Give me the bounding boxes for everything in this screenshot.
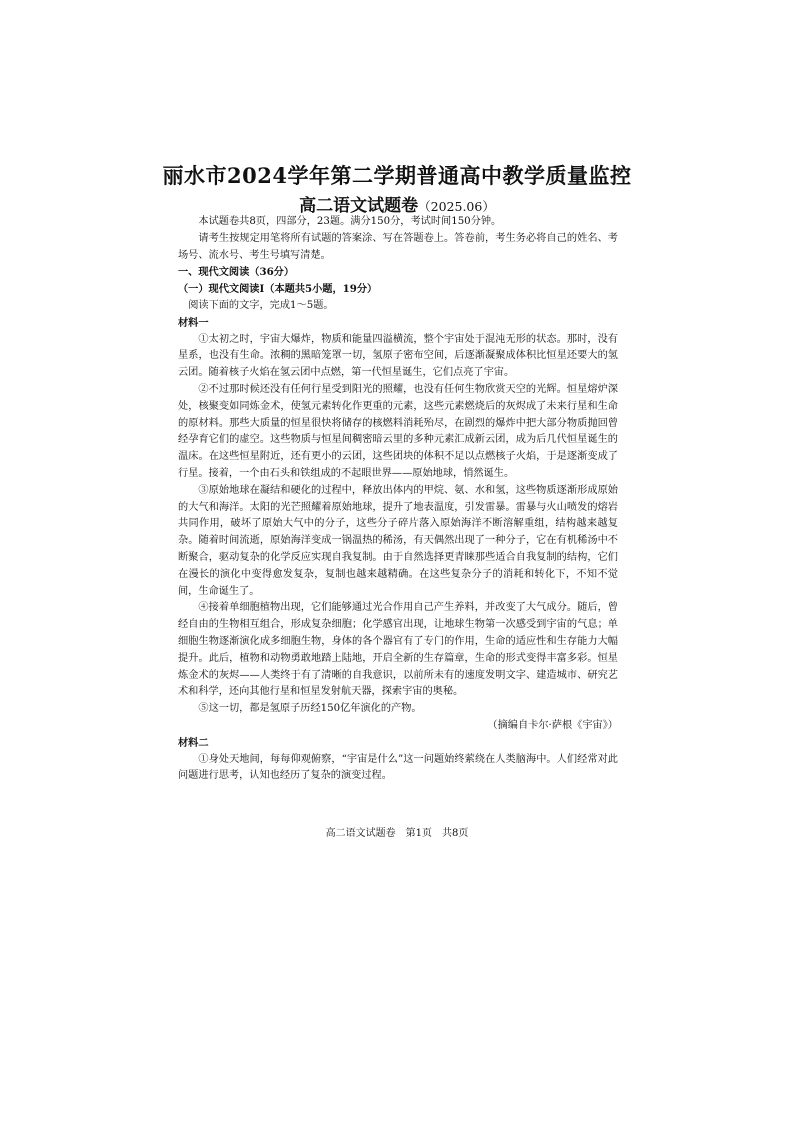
section-heading: 一、现代文阅读（36分） <box>178 266 295 279</box>
reading-prompt: 阅读下面的文字，完成1～5题。 <box>188 299 334 311</box>
exam-content <box>178 214 618 785</box>
page-footer: 高二语文试题卷 第1页 共8页 <box>325 828 469 839</box>
subsection-heading: （一）现代文阅读Ⅰ（本题共5小题，19分） <box>178 283 378 296</box>
instruction-line: 本试题卷共8页，四部分，23题。满分150分，考试时间150分钟。 <box>198 216 502 227</box>
paragraph: ⑤这一切，都是氢原子历经150亿年演化的产物。 <box>198 703 422 715</box>
material-label: 材料一 <box>178 316 209 329</box>
subtitle-text: 高二语文试题卷 <box>299 196 419 216</box>
paragraph: ①太初之时，宇宙大爆炸，物质和能量四溢横流，整个宇宙处于混沌无形的状态。那时，没有星系，也没有生命。浓稠的黑暗笼罩一切，氢原子密布空间，后逐渐凝聚成体积比恒星还要大的氢云团。随着核子火焰在氢云团中点燃，第一代恒星诞生，它们点亮了宇宙。 <box>178 333 618 379</box>
paragraph: ②不过那时候还没有任何行星受到阳光的照耀，也没有任何生物欣赏天空的光辉。恒星熔炉深处，核聚变如同炼金术，使氢元素转化作更重的元素，这些元素燃烧后的灰烬成了未来行星和生命的原材料。那些大质量的恒星很快将储存的核燃料消耗殆尽，在剧烈的爆炸中把大部分物质抛回曾经孕育它们的虚空。这些物质与恒星间稠密暗云里的多种元素汇成新云团，成为后几代恒星诞生的温床。在这些恒星附近，还有更小的云团，这些团块的体积不足以点燃核子火焰，于是逐渐变成了行星。接着，一个由石头和铁组成的不起眼世界——原始地球，悄然诞生。 <box>178 383 618 479</box>
source-citation: （摘编自卡尔·萨根《宇宙》） <box>487 719 618 731</box>
material-label: 材料二 <box>178 736 209 749</box>
exam-subtitle <box>0 191 794 216</box>
exam-date: （2025.06） <box>418 199 495 214</box>
paragraph: ③原始地球在凝结和硬化的过程中，释放出体内的甲烷、氨、水和氢，这些物质逐渐形成原始的大气和海洋。太阳的光芒照耀着原始地球，提升了地表温度，引发雷暴。雷暴与火山喷发的熔岩共同作用，破坏了原始大气中的分子，这些分子碎片落入原始海洋不断溶解重组，结构越来越复杂。随着时间流逝，原始海洋变成一锅温热的稀汤，有天偶然出现了一种分子，它在有机稀汤中不断聚合，驱动复杂的化学反应实现自我复制。由于自然选择更青睐那些适合自我复制的结构，它们在漫长的演化中变得愈发复杂，复制也越来越精确。在这些复杂分子的消耗和转化下，不知不觉间，生命诞生了。 <box>178 484 618 597</box>
exam-title: 丽水市2024学年第二学期普通高中教学质量监控 <box>162 163 632 188</box>
instruction-line: 请考生按规定用笔将所有试题的答案涂、写在答题卷上。答卷前，考生务必将自己的姓名、考场号、流水号、考生号填写清楚。 <box>178 232 618 261</box>
paragraph: ①身处天地间，每每仰观俯察，“宇宙是什么”这一问题始终萦绕在人类脑海中。人们经常对此问题进行思考，认知也经历了复杂的演变过程。 <box>178 753 618 782</box>
paragraph: ④接着单细胞植物出现，它们能够通过光合作用自己产生养料，并改变了大气成分。随后，曾经自由的生物相互组合，形成复杂细胞；化学感官出现，让地球生物第一次感受到宇宙的气息；单细胞生物逐渐演化成多细胞生物，身体的各个器官有了专门的作用，生命的适应性和生存能力大幅提升。此后，植物和动物勇敢地踏上陆地，开启全新的生存篇章，生命的形式变得丰富多彩。恒星炼金术的灰烬——人类终于有了清晰的自我意识，以前所未有的速度发明文字、建造城市、研究艺术和科学，还向其他行星和恒星发射航天器，探索宇宙的奥秘。 <box>178 602 618 698</box>
